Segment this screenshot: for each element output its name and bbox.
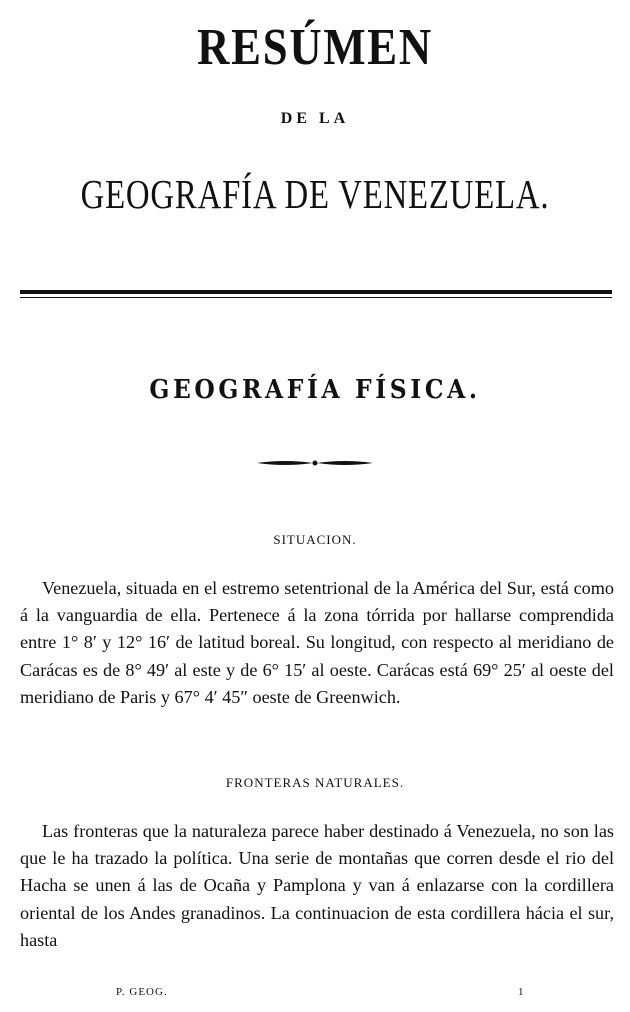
subheading-fronteras: FRONTERAS NATURALES. bbox=[225, 775, 405, 790]
title-subject: GEOGRAFÍA DE VENEZUELA. bbox=[80, 171, 550, 217]
title-main: RESÚMEN bbox=[197, 19, 433, 76]
paragraph-fronteras: Las fronteras que la naturaleza parece haber destinado á Venezuela, no son las que le ha trazado la política. Una serie de montañas que corren desde el rio del Hacha se unen á las de Ocaña y Pamplona y van á enlazarse con la cordillera oriental de los Andes granadinos. La continuacion de esta cordillera hácia el sur, hasta bbox=[20, 821, 614, 950]
signature-mark: P. GEOG. bbox=[116, 986, 168, 998]
section-heading: GEOGRAFÍA FÍSICA. bbox=[149, 375, 481, 405]
page-number: 1 bbox=[518, 986, 524, 998]
paragraph-situacion: Venezuela, situada en el estremo setentrional de la América del Sur, está como á la vanguardia de ella. Pertenece á la zona tórrida por hallarse comprendida entre 1° 8′ y 12° 16′ de latitud boreal. Su longitud, con respecto al meridiano de Carácas es de 8° 49′ al este y de 6° 15′ al oeste. Carácas está 69° 25′ al oeste del meridiano de Paris y 67° 4′ 45″ oeste de Greenwich. bbox=[20, 578, 614, 707]
double-rule-thin bbox=[20, 297, 612, 298]
ornament-divider bbox=[255, 455, 375, 471]
subheading-situacion: SITUACION. bbox=[273, 532, 357, 547]
title-connector: DE LA bbox=[280, 110, 350, 127]
double-rule-thick bbox=[20, 290, 612, 294]
